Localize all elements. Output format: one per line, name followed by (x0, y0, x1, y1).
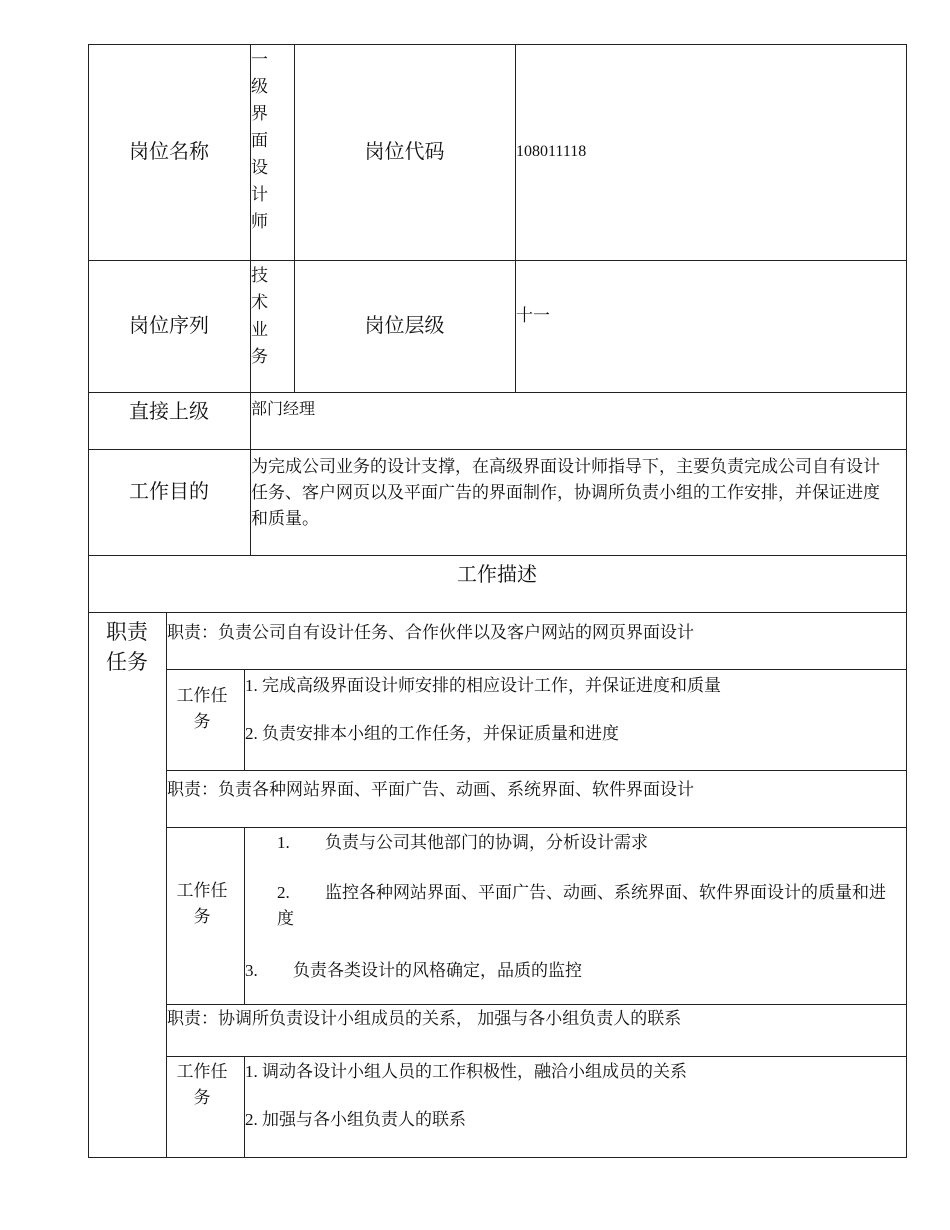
superior-label-text: 直接上级 (129, 401, 209, 423)
superior-value (251, 398, 901, 428)
list-item: 1. 完成高级界面设计师安排的相应设计工作，并保证进度和质量 (245, 676, 721, 695)
post-name-value-text: 一级界面设计师 (251, 50, 268, 231)
post-level-label (294, 260, 515, 392)
duty-3 (167, 1006, 902, 1036)
purpose-label (88, 450, 250, 534)
purpose-value-text: 为完成公司业务的设计支撑，在高级界面设计师指导下，主要负责完成公司自有设计任务、客户网页以及平面广告的界面制作，协调所负责小组的工作安排，并保证进度和质量。 (251, 457, 880, 528)
post-code-value (516, 44, 906, 260)
list-item: 2. 加强与各小组负责人的联系 (245, 1110, 466, 1129)
post-name-value (251, 46, 293, 260)
duty-3-text: 职责：协调所负责设计小组成员的关系， 加强与各小组负责人的联系 (167, 1009, 682, 1028)
post-seq-label (88, 260, 250, 392)
superior-label (88, 393, 250, 431)
purpose-label-text: 工作目的 (129, 481, 209, 503)
duty-side-label-text: 职责任务 (106, 620, 148, 674)
list-item: 2. 负责安排本小组的工作任务，并保证质量和进度 (245, 724, 619, 743)
task-label-1-text: 工作任务 (176, 686, 228, 731)
task-label-2 (170, 878, 234, 930)
duty-2 (167, 777, 902, 807)
task-label-3 (170, 1059, 234, 1111)
task-label-1 (170, 683, 234, 735)
post-level-value-text: 十一 (516, 306, 550, 325)
post-code-label-text: 岗位代码 (364, 141, 445, 163)
task-list-2 (245, 830, 900, 984)
purpose-value (251, 454, 891, 550)
post-name-label (88, 44, 250, 260)
post-seq-value-text: 技术业务 (251, 266, 268, 366)
post-level-value (516, 260, 906, 372)
post-name-label-text: 岗位名称 (129, 141, 209, 163)
list-item: 3. 负责各类设计的风格确定，品质的监控 (245, 961, 582, 980)
task-label-3-text: 工作任务 (176, 1062, 228, 1107)
task-list-1 (245, 673, 900, 747)
task-list-3 (245, 1059, 900, 1133)
superior-value-text: 部门经理 (251, 401, 316, 418)
task-label-2-text: 工作任务 (176, 881, 228, 926)
post-seq-value (251, 262, 293, 392)
post-code-label (294, 44, 515, 260)
post-seq-label-text: 岗位序列 (129, 315, 209, 337)
post-level-label-text: 岗位层级 (364, 315, 445, 337)
list-item: 1. 负责与公司其他部门的协调，分析设计需求 (277, 833, 648, 852)
list-item: 1. 调动各设计小组人员的工作积极性，融洽小组成员的关系 (245, 1062, 687, 1081)
duty-side-label (100, 617, 154, 677)
post-code-value-text: 108011118 (516, 143, 587, 160)
description-title (88, 558, 906, 592)
duty-2-text: 职责：负责各种网站界面、平面广告、动画、系统界面、软件界面设计 (167, 780, 694, 799)
duty-1 (167, 620, 902, 650)
list-item: 2. 监控各种网站界面、平面广告、动画、系统界面、软件界面设计的质量和进度 (277, 883, 886, 928)
description-title-text: 工作描述 (457, 564, 537, 586)
duty-1-text: 职责：负责公司自有设计任务、合作伙伴以及客户网站的网页界面设计 (167, 623, 694, 642)
